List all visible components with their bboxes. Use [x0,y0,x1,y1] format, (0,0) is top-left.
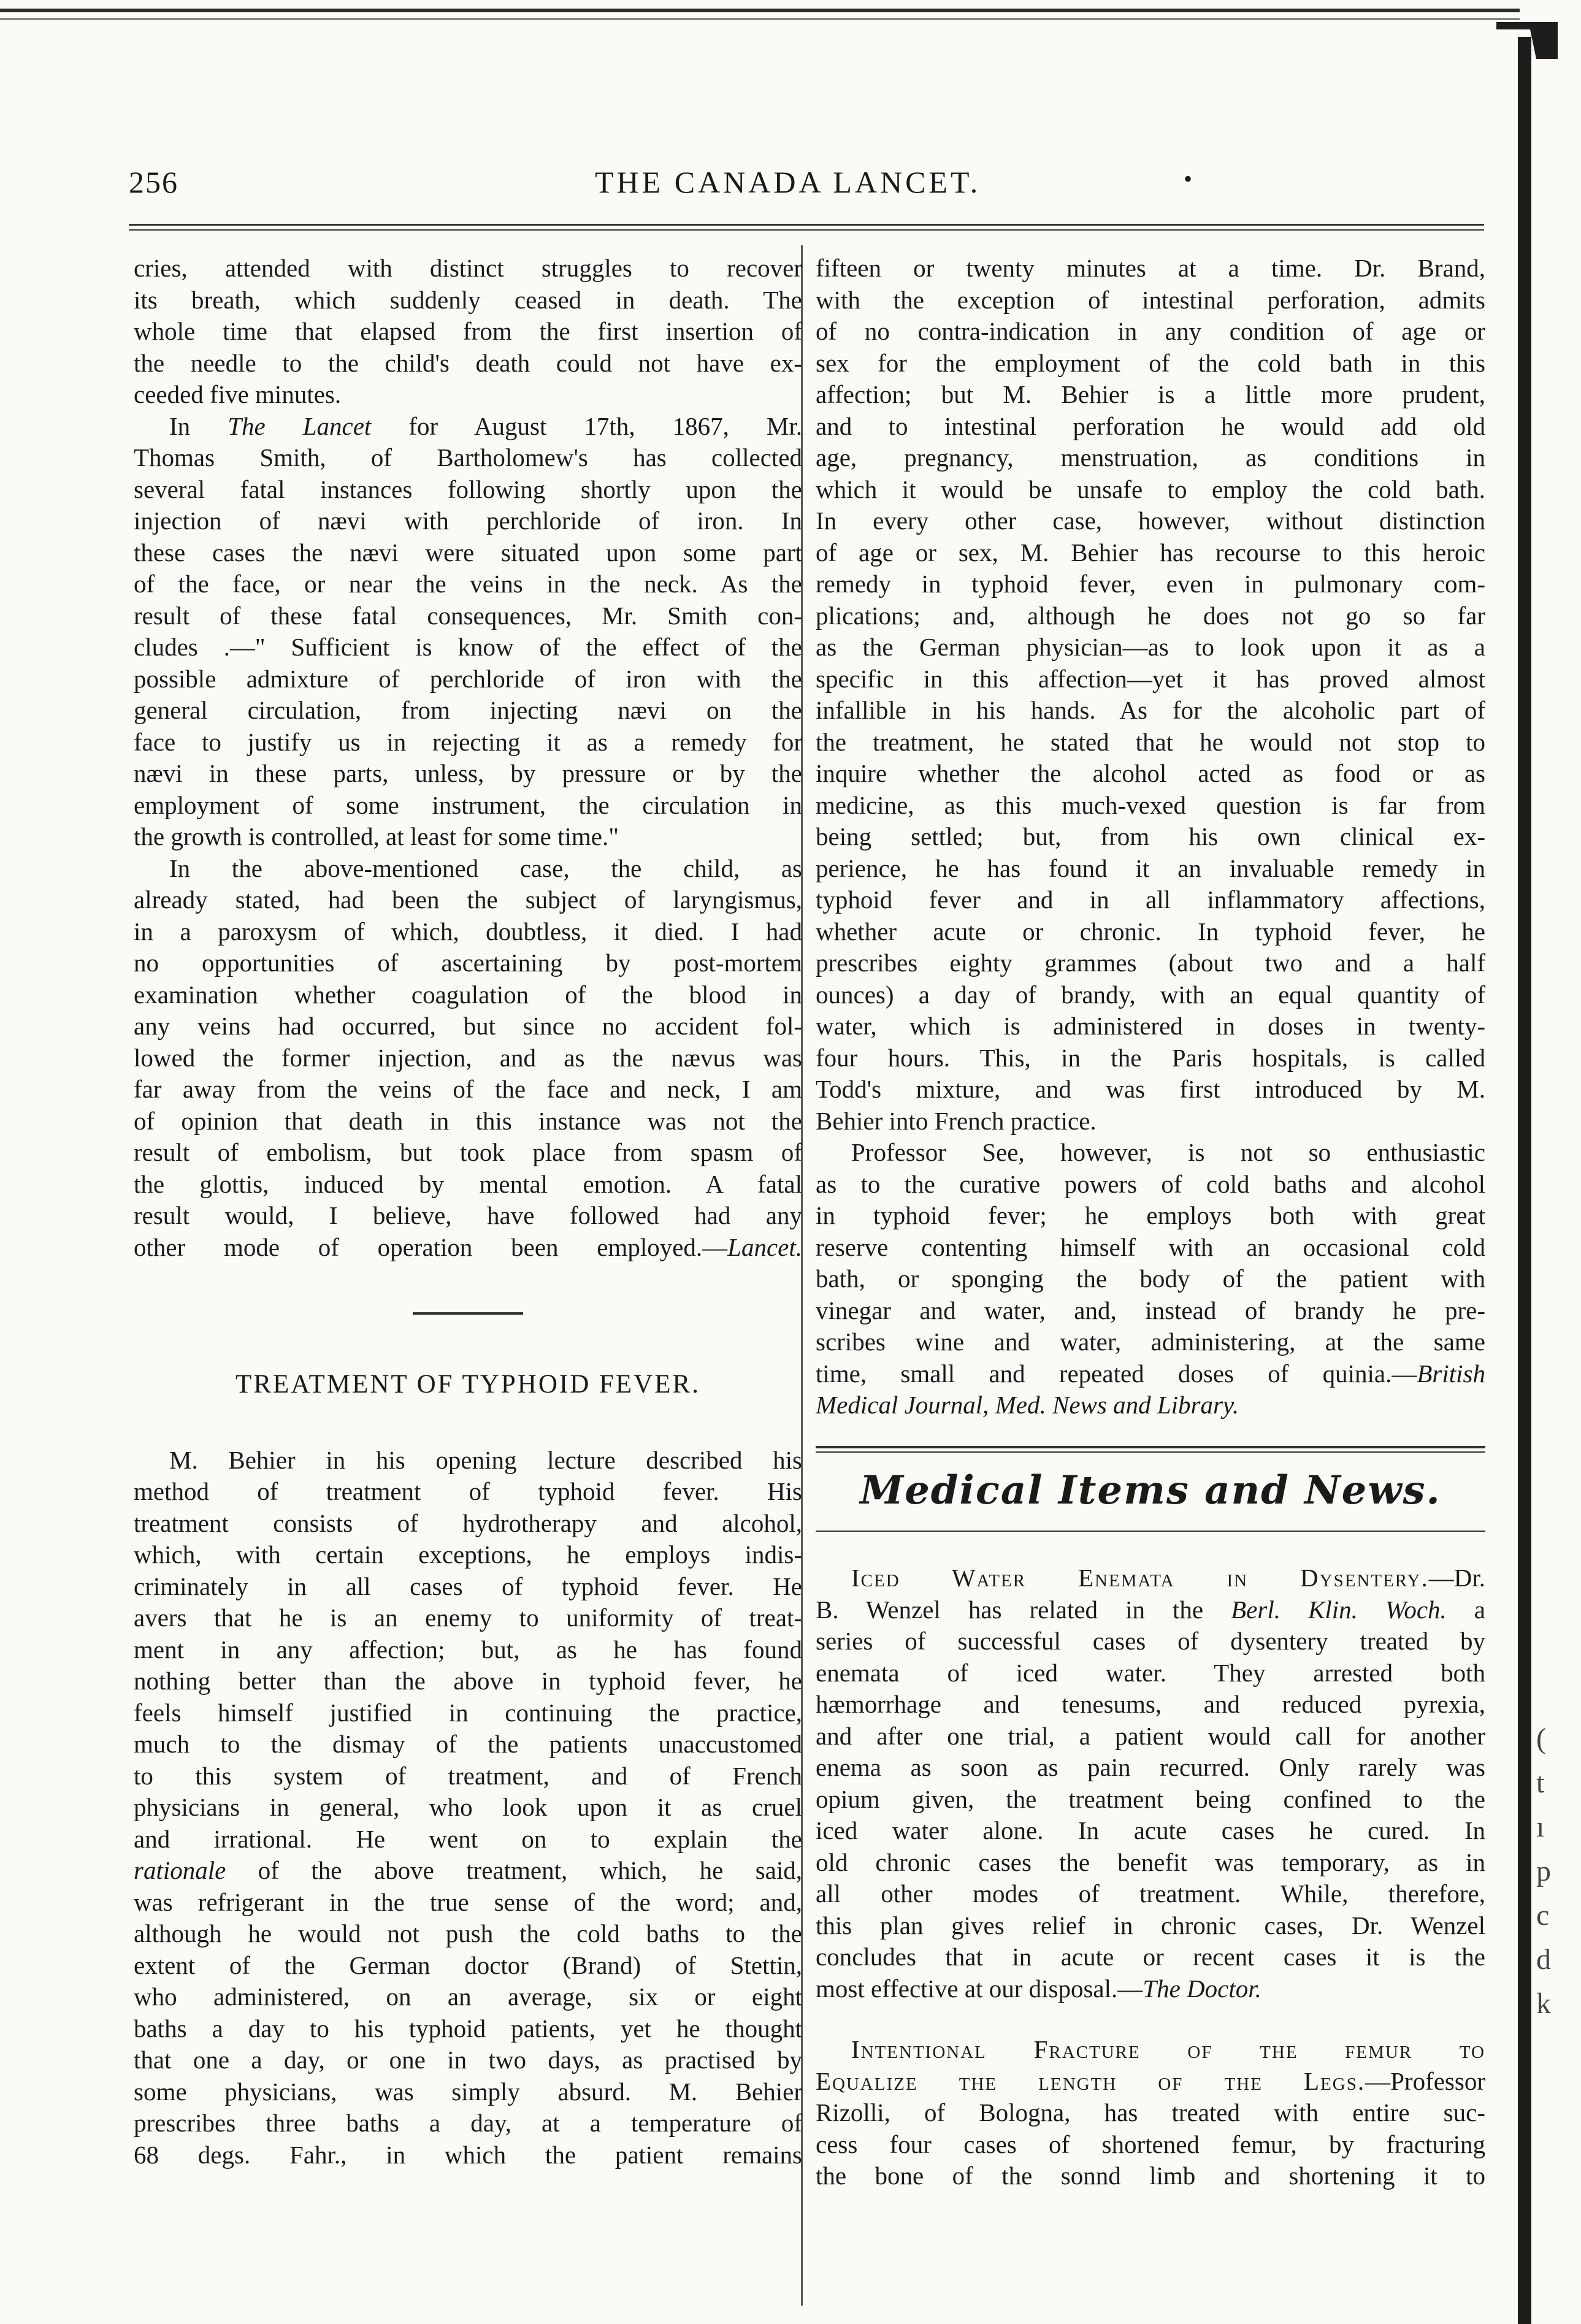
text-line: vinegar and water, and, instead of brandy he pre- [816,1296,1485,1324]
article-title: Equalize the length of the Legs. [816,2066,1366,2095]
news-heading-rule [816,1531,1485,1532]
text-line: result of embolism, but took place from spasm of [134,1138,802,1166]
text-line: Iced Water Enemata in Dysentery.—Dr. [851,1564,1485,1592]
iced-water-paragraph [816,1562,1485,2005]
fragment-char: t [1536,1767,1545,1799]
text-line: the treatment, he stated that he would not stop to [816,727,1485,756]
text-line: prescribes three baths a day, at a temperature of [134,2109,802,2137]
text-line [816,2034,1485,2066]
text-line: its breath, which suddenly ceased in death. The [134,285,802,314]
text-line: was refrigerant in the true sense of the word; and, [134,1887,802,1916]
text-line: Equalize the length of the Legs.—Professor [816,2066,1485,2095]
text-line: some physicians, was simply absurd. M. Behier [134,2077,802,2106]
text-line: whole time that elapsed from the first insertion of [134,317,802,345]
text-line: Thomas Smith, of Bartholomew's has collected [134,443,802,472]
right-column [816,253,1485,2192]
text-line: the glottis, induced by mental emotion. A fatal [134,1169,802,1198]
text-line: ounces) a day of brandy, with an equal quantity of [816,980,1485,1009]
source-citation: The Doctor. [1143,1974,1261,2003]
text-line: In The Lancet for August 17th, 1867, Mr. [169,411,802,440]
behier-paragraph [134,1445,802,2171]
text-line: perience, he has found it an invaluable remedy in [816,854,1485,882]
text-line: cries, attended with distinct struggles to recover [134,254,802,282]
text-line: Rizolli, of Bologna, has treated with entire suc- [816,2098,1485,2127]
journal-title: Berl. Klin. Woch. [1231,1595,1447,1624]
text-line: remedy in typhoid fever, even in pulmonary com- [816,570,1485,598]
text-line: employment of some instrument, the circulation in [134,790,802,819]
source-citation: British [1417,1359,1485,1388]
text-line: that one a day, or one in two days, as practised by [134,2046,802,2074]
next-page-fragments [1536,1717,1573,2085]
text-line: this plan gives relief in chronic cases, Dr. Wenzel [816,1911,1485,1940]
text-line: Todd's mixture, and was first introduced by M. [816,1075,1485,1103]
text-line: bath, or sponging the body of the patient with [816,1264,1485,1293]
top-scan-rule-thin [0,18,1520,20]
text-line: rationale of the above treatment, which, he said, [134,1856,802,1884]
text-line: nothing better than the above in typhoid fever, he [134,1667,802,1695]
text-line: whether acute or chronic. In typhoid fever, he [816,917,1485,946]
text-line: criminately in all cases of typhoid fever. He [134,1572,802,1600]
text-line: sex for the employment of the cold bath in this [816,348,1485,377]
page-header [129,164,1490,213]
fragment-char: p [1536,1855,1551,1887]
source-citation: Lancet. [727,1233,802,1261]
header-mark: • [1184,165,1193,193]
text-line: Professor See, however, is not so enthusiastic [851,1138,1485,1166]
text-line: enema as soon as pain recurred. Only rarely was [816,1753,1485,1781]
running-title: THE CANADA LANCET. [595,165,981,199]
binding-edge [1518,37,1531,2324]
text-line: fifteen or twenty minutes at a time. Dr. Brand, [816,254,1485,282]
text-line: several fatal instances following shortly upon the [134,475,802,503]
text-line: opium given, the treatment being confined to the [816,1784,1485,1813]
text-line: iced water alone. In acute cases he cured. In [816,1816,1485,1844]
text-line: affection; but M. Behier is a little more prudent, [816,380,1485,408]
see-paragraph [816,1137,1485,1421]
text-line: the needle to the child's death could not have ex- [134,348,802,377]
header-rule [129,224,1484,226]
text-line: method of treatment of typhoid fever. His [134,1477,802,1505]
top-scan-rule [0,9,1520,12]
text-line: concludes that in acute or recent cases it is the [816,1943,1485,1971]
paragraph-gap [816,2005,1485,2034]
text-line: hæmorrhage and tenesums, and reduced pyrexia, [816,1690,1485,1718]
text-line: ment in any affection; but, as he has found [134,1635,802,1664]
text-line: as to the curative powers of cold baths and alcohol [816,1169,1485,1198]
text-line: avers that he is an enemy to uniformity of treat- [134,1603,802,1632]
text-line: of opinion that death in this instance was not the [134,1106,802,1135]
text-line: extent of the German doctor (Brand) of Stettin, [134,1951,802,1979]
text-line: physicians in general, who look upon it as cruel [134,1793,802,1821]
text-line: cludes .—" Sufficient is know of the effect of the [134,633,802,661]
text-line: 68 degs. Fahr., in which the patient remains [134,2140,802,2169]
left-column [134,253,802,2171]
text-line: who administered, on an average, six or eight [134,1982,802,2011]
lancet-paragraph [134,411,802,853]
text-line: ceeded five minutes. [134,380,342,408]
text-line: lowed the former injection, and as the nævus was [134,1043,802,1072]
italic-term: rationale [134,1856,226,1884]
text-line: of no contra-indication in any condition of age or [816,317,1485,345]
text-line: result would, I believe, have followed had any [134,1201,802,1229]
text-line: water, which is administered in doses in twenty- [816,1012,1485,1040]
text-line: enemata of iced water. They arrested both [816,1658,1485,1687]
text-line: cess four cases of shortened femur, by fracturing [816,2130,1485,2158]
text-line: these cases the nævi were situated upon some part [134,538,802,567]
article-title: Iced Water Enemata in Dysentery. [851,1564,1429,1592]
text-line: inquire whether the alcohol acted as food or as [816,759,1485,787]
fragment-char: k [1536,1987,1551,2020]
text-line: the bone of the sonnd limb and shortening it to [816,2162,1485,2190]
text-line: old chronic cases the benefit was temporary, as in [816,1848,1485,1876]
fracture-paragraph [816,2034,1485,2192]
text-line: scribes wine and water, administering, at the same [816,1328,1485,1356]
text-line: general circulation, from injecting nævi on the [134,696,802,724]
text-line: of age or sex, M. Behier has recourse to this heroic [816,538,1485,567]
text-line: and irrational. He went on to explain the [134,1824,802,1853]
text-line: most effective at our disposal.—The Doctor. [816,1974,1261,2003]
text-line: time, small and repeated doses of quinia.—British [816,1359,1485,1388]
fragment-char: c [1536,1899,1550,1932]
text-line: any veins had occurred, but since no accident fol- [134,1012,802,1040]
text-line: the growth is controlled, at least for some time." [134,822,619,850]
text-line: nævi in these parts, unless, by pressure or by the [134,759,802,787]
header-rule-thin [129,229,1484,231]
fragment-char: ( [1536,1722,1546,1755]
text-line: and to intestinal perforation he would add old [816,411,1485,440]
text-line: injection of nævi with perchloride of iron. In [134,506,802,535]
text-line: although he would not push the cold baths to the [134,1919,802,1947]
text-line: as the German physician—as to look upon it as a [816,633,1485,661]
text-line: M. Behier in his opening lecture described his [169,1445,802,1474]
text-line: which, with certain exceptions, he employs indis- [134,1540,802,1569]
text-line [816,1389,1485,1421]
text-line: in a paroxysm of which, doubtless, it died. I had [134,917,802,946]
text-line: infallible in his hands. As for the alcoholic part of [816,696,1485,724]
text-line: all other modes of treatment. While, therefore, [816,1879,1485,1908]
text-line: baths a day to his typhoid patients, yet he thought [134,2014,802,2043]
text-line: of the face, or near the veins in the neck. As the [134,570,802,598]
text-line: already stated, had been the subject of laryngismus, [134,885,802,914]
text-line: B. Wenzel has related in the Berl. Klin. Woch. a [816,1595,1485,1624]
text-line: specific in this affection—yet it has proved almost [816,664,1485,693]
text-line: treatment consists of hydrotherapy and alcohol, [134,1508,802,1537]
brand-paragraph [816,253,1485,1137]
intro-paragraph [134,253,802,411]
fragment-char: ı [1536,1811,1545,1843]
text-line: other mode of operation been employed.—Lancet. [134,1233,802,1261]
text-line: result of these fatal consequences, Mr. Smith con- [134,601,802,630]
text-line: to this system of treatment, and of French [134,1761,802,1790]
text-line: reserve contenting himself with an occasional cold [816,1233,1485,1261]
fragment-char: d [1536,1943,1551,1976]
text-line: series of successful cases of dysentery treated by [816,1627,1485,1655]
section-separator [413,1312,523,1315]
news-rule-thin [816,1451,1485,1453]
text-line: and after one trial, a patient would call for another [816,1721,1485,1750]
text-line: feels himself justified in continuing the practice, [134,1698,802,1727]
text-line: medicine, as this much-vexed question is far from [816,790,1485,819]
text-line: prescribes eighty grammes (about two and a half [816,949,1485,977]
section-heading: TREATMENT OF TYPHOID FEVER. [235,1370,700,1399]
text-line: typhoid fever and in all inflammatory affections, [816,885,1485,914]
news-rule [816,1446,1485,1448]
text-line: examination whether coagulation of the blood in [134,980,802,1009]
text-line: face to justify us in rejecting it as a remedy for [134,727,802,756]
page-number: 256 [129,165,178,199]
news-section-heading: Medical Items and News. [860,1467,1441,1513]
text-line: in typhoid fever; he employs both with great [816,1201,1485,1229]
text-line: plications; and, although he does not go so far [816,601,1485,630]
text-line: Behier into French practice. [816,1106,1097,1135]
text-line: being settled; but, from his own clinical ex- [816,822,1485,850]
text-line: with the exception of intestinal perforation, admits [816,285,1485,314]
text-line: In every other case, however, without distinction [816,506,1485,535]
text-line: no opportunities of ascertaining by post-mortem [134,949,802,977]
text-line: which it would be unsafe to employ the cold bath. [816,475,1485,503]
text-line: much to the dismay of the patients unaccustomed [134,1730,802,1758]
text-line: possible admixture of perchloride of iron with the [134,664,802,693]
text-line: far away from the veins of the face and neck, I am [134,1075,802,1103]
article-title: Intentional Fracture of the femur to [851,2035,1485,2063]
text-line: In the above-mentioned case, the child, as [169,854,802,882]
case-paragraph [134,853,802,1264]
text-line: age, pregnancy, menstruation, as conditions in [816,443,1485,472]
source-citation: Medical Journal, Med. News and Library. [816,1391,1239,1419]
text-line: four hours. This, in the Paris hospitals, is called [816,1043,1485,1072]
journal-title: The Lancet [228,411,372,440]
